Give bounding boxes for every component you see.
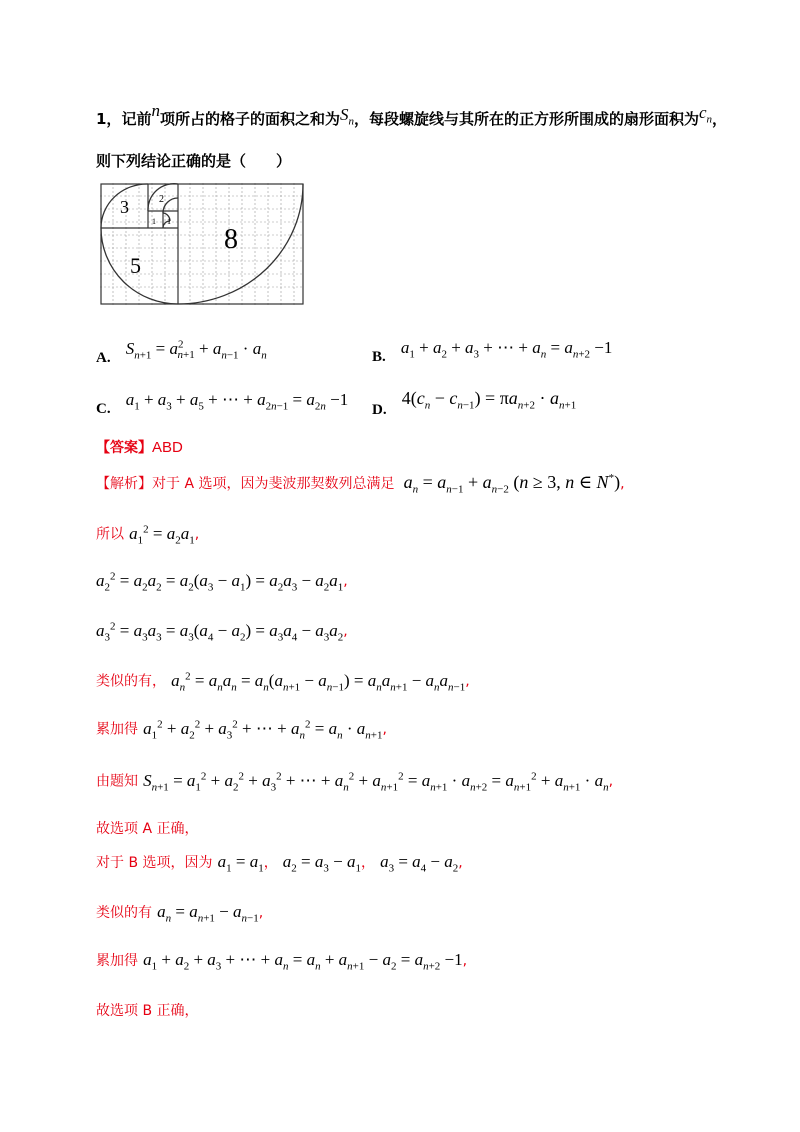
option-a[interactable]: A. $S_{n+1} = a^2_{n+1} + a_{n-1} \cdot a_n$: [96, 338, 267, 366]
question-number: 1，: [96, 110, 122, 128]
option-d[interactable]: D. $4(c_n - c_{n-1}) = \pi a_{n+2} \cdot a_{n+1}$: [372, 388, 577, 418]
square-label-1a: 1: [152, 217, 156, 226]
question-line-1: 1，记前n项所占的格子的面积之和为$S_n$，每段螺旋线与其所在的正方形所围成的扇形面积为$c_n$，: [96, 101, 728, 128]
analysis-line-1: 【解析】对于 A 选项，因为斐波那契数列总满足 $a_n = a_{n-1} + a_{n-2}$ (n ≥ 3, n ∈ N*),: [96, 472, 625, 496]
option-b-expr: $a_1 + a_2 + a_3$ + ⋯ + $a_n = a_{n+2} -1$: [400, 338, 613, 361]
fibonacci-spiral-figure: [100, 183, 304, 305]
analysis-line-7: 由题知 $S_{n+1} = a_1^2 + a_2^2 + a_3^2$ + ⋯ + $a_n^2 + a_{n+1}^2 = a_{n+1} \cdot a_{n+2} = a_{n+1}^2 + a_{n+1} \cdot a_n$,: [96, 770, 614, 794]
analysis-line-2: 所以 $a_1^2 = a_2a_1$,: [96, 523, 200, 547]
analysis-line-3: $a_2^2 = a_2a_2 = a_2(a_3 - a_1) = a_2a_3 - a_2a_1$,: [96, 570, 348, 594]
square-label-5: 5: [130, 253, 141, 278]
option-a-expr: $S_{n+1} = a^2_{n+1} + a_{n-1} \cdot a_n$: [125, 338, 267, 362]
square-label-2: 2: [159, 194, 164, 205]
answer-value: ABD: [152, 439, 183, 456]
analysis-line-11: 累加得 $a_1 + a_2 + a_3$ + ⋯ + $a_n = a_n + a_{n+1} - a_2 = a_{n+2} -1$,: [96, 950, 468, 973]
analysis-line-6: 累加得 $a_1^2 + a_2^2 + a_3^2$ + ⋯ + $a_n^2 = a_n \cdot a_{n+1}$,: [96, 718, 387, 742]
option-c-expr: $a_1 + a_3 + a_5$ + ⋯ + $a_{2n-1} = a_{2n} -1$: [125, 390, 349, 413]
square-label-8: 8: [224, 224, 238, 255]
answer-line: [96, 437, 183, 457]
question-line-2: 则下列结论正确的是（ ）: [96, 152, 292, 170]
option-d-expr: $4(c_n - c_{n-1}) = \pi a_{n+2} \cdot a_{n+1}$: [401, 388, 577, 412]
analysis-a-correct: 故选项 A 正确，: [96, 821, 199, 837]
analysis-line-9: 对于 B 选项，因为 $a_1 = a_1$， $a_2 = a_3 - a_1$， $a_3 = a_4 - a_2$,: [96, 852, 463, 875]
analysis-line-10: 类似的有 $a_n = a_{n+1} - a_{n-1}$,: [96, 902, 264, 925]
square-outlines: [101, 184, 303, 304]
analysis-b-correct: 故选项 B 正确，: [96, 1003, 199, 1019]
spiral-curve: [101, 184, 303, 304]
analysis-line-4: $a_3^2 = a_3a_3 = a_3(a_4 - a_2) = a_3a_4 - a_3a_2$,: [96, 620, 348, 644]
grid-lines: [100, 183, 304, 305]
square-label-1b: 1: [167, 217, 171, 226]
analysis-line-5: 类似的有， $a_n^2 = a_na_n = a_n(a_{n+1} - a_{n-1}) = a_na_{n+1} - a_na_{n-1}$,: [96, 670, 470, 694]
option-b[interactable]: B. $a_1 + a_2 + a_3$ + ⋯ + $a_n = a_{n+2} -1$: [372, 338, 613, 365]
option-c[interactable]: C. $a_1 + a_3 + a_5$ + ⋯ + $a_{2n-1} = a_{2n} -1$: [96, 390, 349, 417]
square-label-3: 3: [120, 197, 129, 217]
answer-tag: 【答案】: [96, 440, 152, 456]
